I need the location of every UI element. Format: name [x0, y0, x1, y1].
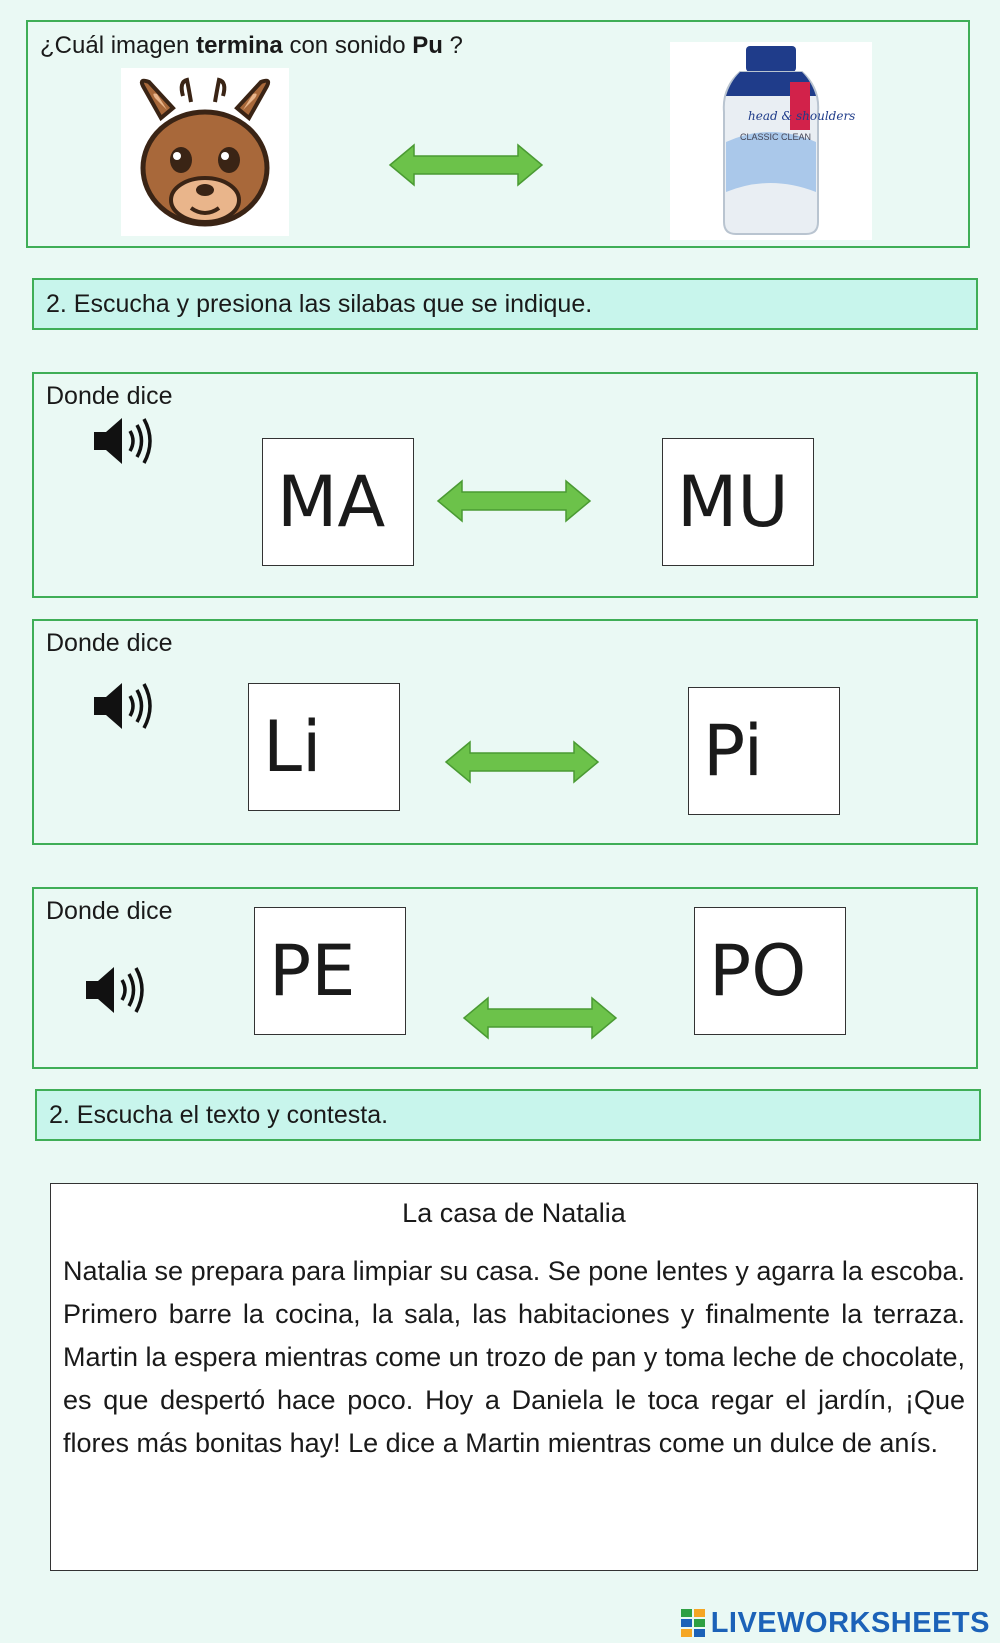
syllable-option-po[interactable]: PO — [694, 907, 846, 1035]
shampoo-brand-label: head & shoulders — [748, 109, 856, 123]
syllable-option-mu[interactable]: MU — [662, 438, 814, 566]
syllable-option-pe[interactable]: PE — [254, 907, 406, 1035]
syllable-option-ma[interactable]: MA — [262, 438, 414, 566]
speaker-icon[interactable] — [84, 963, 148, 1017]
liveworksheets-logo-icon — [681, 1609, 707, 1637]
question-1-text: ¿Cuál imagen termina con sonido Pu ? — [40, 32, 463, 59]
exercise-1-panel — [32, 372, 978, 598]
double-arrow-icon — [436, 478, 592, 524]
question-1-panel — [26, 20, 970, 248]
donde-dice-label: Donde dice — [46, 629, 173, 657]
syllable-option-li[interactable]: Li — [248, 683, 400, 811]
syllable-option-pi[interactable]: Pi — [688, 687, 840, 815]
double-arrow-icon — [388, 142, 544, 188]
question-keyword-termina: termina — [196, 32, 283, 59]
kangaroo-image[interactable] — [121, 68, 289, 236]
speaker-icon[interactable] — [92, 679, 156, 733]
section-heading-listen-text: 2. Escucha el texto y contesta. — [35, 1089, 981, 1141]
shampoo-bottle-image[interactable] — [670, 42, 872, 240]
speaker-icon[interactable] — [92, 414, 156, 468]
double-arrow-icon — [444, 739, 600, 785]
story-box — [50, 1183, 978, 1571]
liveworksheets-logo[interactable] — [681, 1607, 990, 1639]
kangaroo-face-icon — [121, 68, 289, 236]
question-keyword-pu: Pu — [412, 32, 443, 59]
exercise-2-panel — [32, 619, 978, 845]
donde-dice-label: Donde dice — [46, 382, 173, 410]
exercise-3-panel — [32, 887, 978, 1069]
story-body: Natalia se prepara para limpiar su casa. Se pone lentes y agarra la escoba. Primero barre la cocina, la sala, las habitaciones y finalmente la terraza. Martin la espera mientras come un trozo de pan y toma leche de chocolate, es que despertó hace poco. Hoy a Daniela le toca regar el jardín, ¡Que flores más bonitas hay! Le dice a Martin mientras come un dulce de anís. — [63, 1256, 966, 1458]
double-arrow-icon — [462, 995, 618, 1041]
shampoo-variant-label: CLASSIC CLEAN — [740, 132, 812, 142]
section-heading-listen-syllables: 2. Escucha y presiona las silabas que se indique. — [32, 278, 978, 330]
liveworksheets-wordmark: LIVEWORKSHEETS — [710, 1606, 990, 1639]
donde-dice-label: Donde dice — [46, 897, 173, 925]
story-title: La casa de Natalia — [402, 1198, 626, 1228]
shampoo-bottle-icon — [670, 42, 872, 240]
